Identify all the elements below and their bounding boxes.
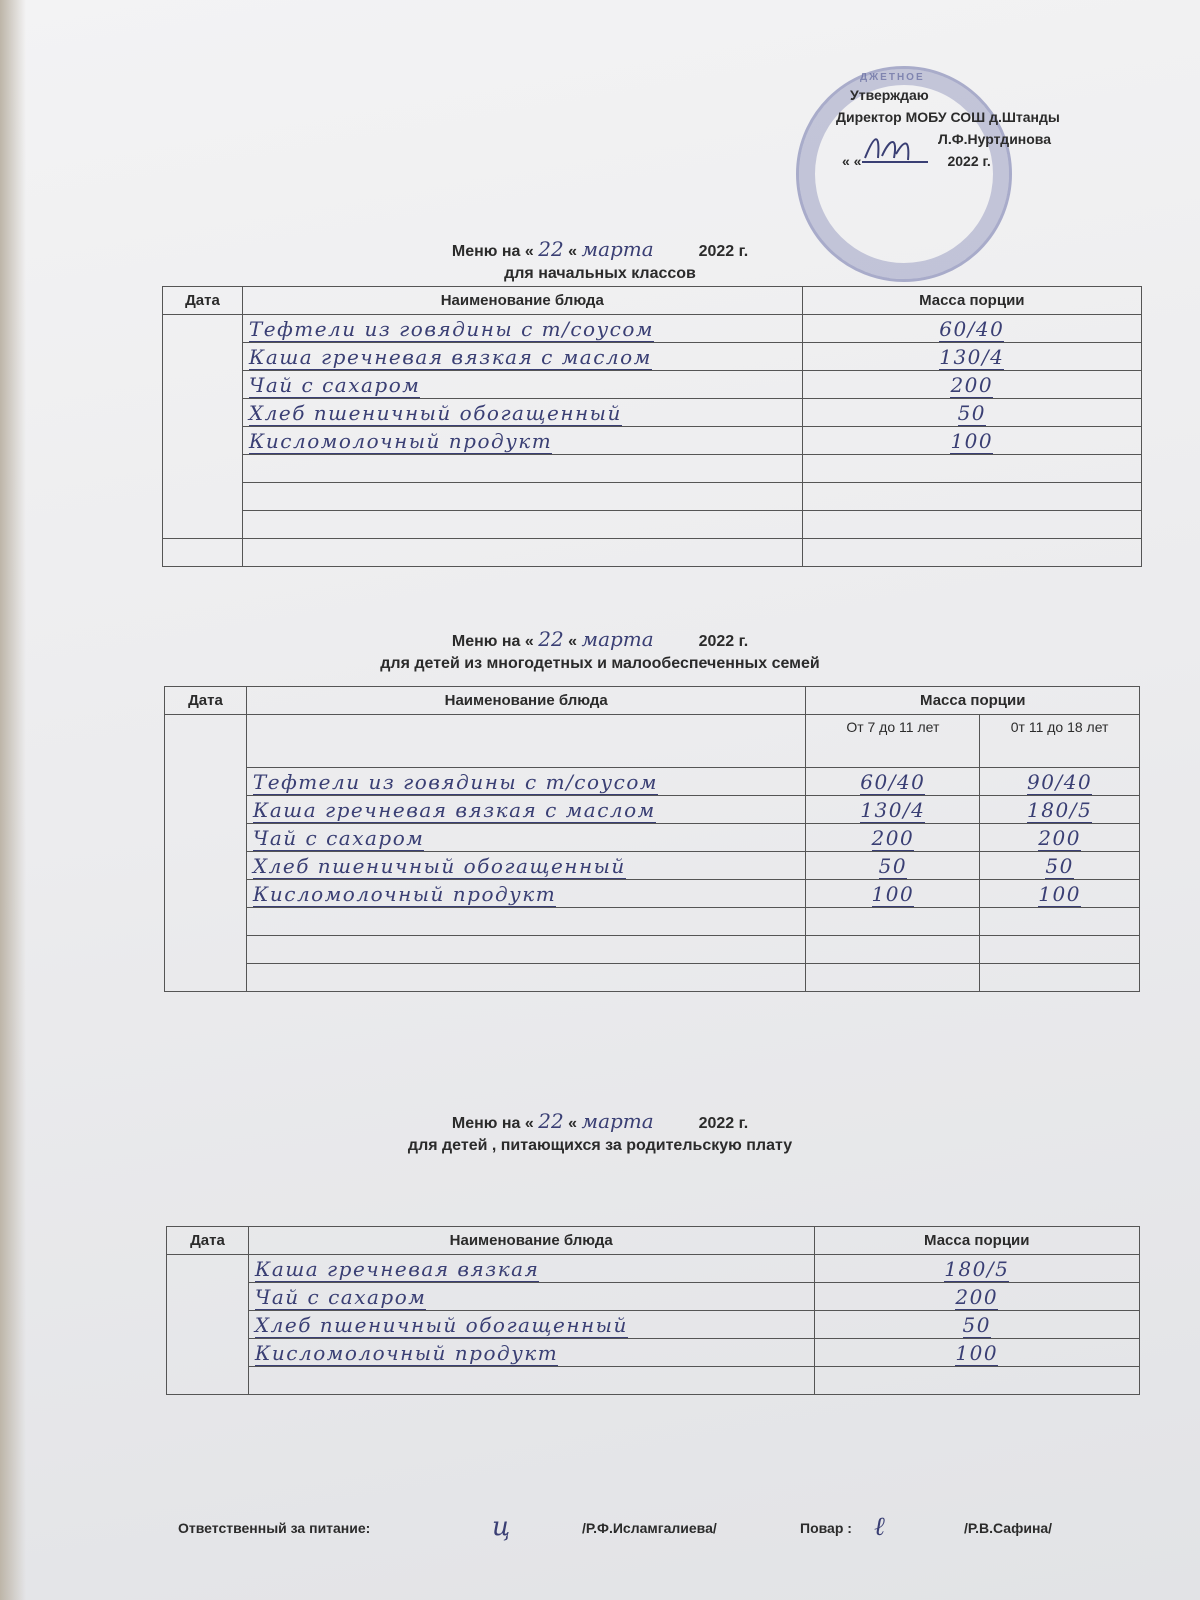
menu-2-month: марта bbox=[581, 627, 654, 651]
approval-date-quotes: « « bbox=[842, 153, 862, 169]
date-cell bbox=[165, 715, 247, 992]
menu-3-title: Меню на « 22 « марта 2022 г. bbox=[451, 1109, 749, 1133]
table-row bbox=[165, 824, 1140, 852]
cook-signature: ℓ bbox=[874, 1512, 885, 1542]
dish-name: Хлеб пшеничный обогащенный bbox=[252, 853, 626, 878]
table-row bbox=[167, 1283, 1140, 1311]
date-cell bbox=[167, 1255, 249, 1395]
table-row bbox=[167, 1311, 1140, 1339]
dish-name: Хлеб пшеничный обогащенный bbox=[254, 1312, 628, 1337]
dish-mass-11-18: 100 bbox=[1038, 881, 1081, 906]
dish-mass: 130/4 bbox=[939, 344, 1005, 369]
table-row bbox=[163, 427, 1142, 455]
table-row-empty bbox=[163, 483, 1142, 511]
menu-2-day: 22 bbox=[538, 627, 564, 651]
dish-mass-11-18: 200 bbox=[1038, 825, 1081, 850]
menu-2-subtitle: для детей из многодетных и малообеспеченных семей bbox=[380, 655, 820, 672]
table-row-empty bbox=[163, 455, 1142, 483]
dish-mass: 100 bbox=[955, 1340, 999, 1365]
col-dish: Наименование блюда bbox=[248, 1227, 814, 1255]
dish-name: Тефтели из говядины с т/соусом bbox=[248, 316, 655, 341]
table-row bbox=[165, 880, 1140, 908]
table-row-empty bbox=[165, 936, 1140, 964]
dish-name: Тефтели из говядины с т/соусом bbox=[252, 769, 658, 794]
dish-mass-7-11: 100 bbox=[871, 881, 915, 906]
col-mass: Масса порции bbox=[802, 287, 1141, 315]
table-header bbox=[163, 287, 1142, 315]
menu-1-table bbox=[162, 286, 1142, 567]
col-date: Дата bbox=[163, 287, 243, 315]
dish-mass-7-11: 200 bbox=[871, 825, 915, 850]
dish-name: Каша гречневая вязкая bbox=[254, 1256, 540, 1281]
col-date: Дата bbox=[167, 1227, 249, 1255]
responsible-signature: ц bbox=[492, 1512, 511, 1542]
cook-name: /Р.В.Сафина/ bbox=[964, 1520, 1053, 1536]
table-row-empty bbox=[167, 1367, 1140, 1395]
dish-mass: 100 bbox=[950, 428, 994, 453]
dish-mass: 50 bbox=[957, 400, 987, 425]
menu-1-year: 2022 г. bbox=[698, 243, 749, 260]
dish-name: Кисломолочный продукт bbox=[248, 428, 553, 453]
menu-1-month: марта bbox=[581, 237, 654, 261]
dish-mass-11-18: 90/40 bbox=[1027, 769, 1093, 794]
dish-name: Каша гречневая вязкая с маслом bbox=[252, 797, 656, 822]
dish-mass-11-18: 50 bbox=[1045, 853, 1074, 878]
col-age-7-11: От 7 до 11 лет bbox=[806, 715, 980, 768]
menu-2-title: Меню на « 22 « марта 2022 г. bbox=[451, 627, 749, 651]
table-header bbox=[167, 1227, 1140, 1255]
col-age-11-18: 0т 11 до 18 лет bbox=[980, 715, 1140, 768]
table-row bbox=[163, 315, 1142, 343]
table-row bbox=[167, 1255, 1140, 1283]
menu-1-subtitle: для начальных классов bbox=[504, 265, 696, 282]
table-row-empty bbox=[165, 908, 1140, 936]
approval-year: 2022 г. bbox=[947, 153, 991, 169]
table-row bbox=[167, 1339, 1140, 1367]
table-header bbox=[165, 687, 1140, 715]
dish-name: Чай с сахаром bbox=[248, 372, 421, 397]
date-cell bbox=[163, 315, 243, 539]
stamp-lettering: ДЖЕТНОЕ bbox=[860, 72, 925, 83]
approval-date bbox=[836, 150, 1136, 172]
approval-name: Л.Ф.Нуртдинова bbox=[938, 131, 1052, 147]
col-date: Дата bbox=[165, 687, 247, 715]
dish-name: Кисломолочный продукт bbox=[252, 881, 557, 906]
table-row-empty bbox=[165, 964, 1140, 992]
dish-mass-7-11: 60/40 bbox=[860, 769, 926, 794]
menu-2-heading bbox=[160, 628, 1040, 675]
table-row bbox=[165, 796, 1140, 824]
menu-3-subtitle: для детей , питающихся за родительскую плату bbox=[407, 1137, 793, 1154]
menu-3-heading bbox=[160, 1110, 1040, 1157]
dish-mass-7-11: 50 bbox=[878, 853, 908, 878]
approval-block bbox=[836, 84, 1136, 172]
responsible-label: Ответственный за питание: bbox=[178, 1520, 371, 1536]
menu-2-year: 2022 г. bbox=[698, 633, 749, 650]
dish-mass-11-18: 180/5 bbox=[1027, 797, 1093, 822]
dish-name: Каша гречневая вязкая с маслом bbox=[248, 344, 652, 369]
dish-mass: 50 bbox=[962, 1312, 991, 1337]
dish-mass: 180/5 bbox=[944, 1256, 1010, 1281]
dish-name: Чай с сахаром bbox=[254, 1284, 427, 1309]
responsible-name: /Р.Ф.Исламгалиева/ bbox=[582, 1520, 717, 1536]
menu-1-heading bbox=[160, 238, 1040, 285]
table-row bbox=[163, 371, 1142, 399]
col-dish: Наименование блюда bbox=[246, 687, 806, 715]
col-mass: Масса порции bbox=[806, 687, 1140, 715]
menu-3-table bbox=[166, 1226, 1140, 1395]
col-dish: Наименование блюда bbox=[242, 287, 802, 315]
dish-name: Кисломолочный продукт bbox=[254, 1340, 559, 1365]
approval-position: Директор МОБУ СОШ д.Штанды bbox=[836, 109, 1060, 125]
dish-mass: 200 bbox=[955, 1284, 999, 1309]
table-row bbox=[163, 343, 1142, 371]
table-row bbox=[165, 852, 1140, 880]
menu-3-year: 2022 г. bbox=[698, 1115, 749, 1132]
menu-1-title: Меню на « 22 « марта 2022 г. bbox=[451, 237, 749, 261]
col-mass: Масса порции bbox=[814, 1227, 1139, 1255]
cook-label: Повар : bbox=[800, 1520, 852, 1536]
menu-3-month: марта bbox=[581, 1109, 654, 1133]
menu-2-table bbox=[164, 686, 1140, 992]
table-row bbox=[163, 399, 1142, 427]
page-shadow bbox=[0, 0, 26, 1600]
table-subheader bbox=[165, 715, 1140, 768]
approval-title: Утверждаю bbox=[850, 87, 929, 103]
dish-name: Хлеб пшеничный обогащенный bbox=[248, 400, 622, 425]
table-row-empty bbox=[163, 511, 1142, 539]
dish-mass: 200 bbox=[950, 372, 994, 397]
menu-1-day: 22 bbox=[538, 237, 564, 261]
table-row bbox=[165, 768, 1140, 796]
table-row-empty bbox=[163, 539, 1142, 567]
dish-name: Чай с сахаром bbox=[252, 825, 425, 850]
dish-mass-7-11: 130/4 bbox=[860, 797, 926, 822]
menu-3-day: 22 bbox=[538, 1109, 564, 1133]
dish-mass: 60/40 bbox=[939, 316, 1005, 341]
